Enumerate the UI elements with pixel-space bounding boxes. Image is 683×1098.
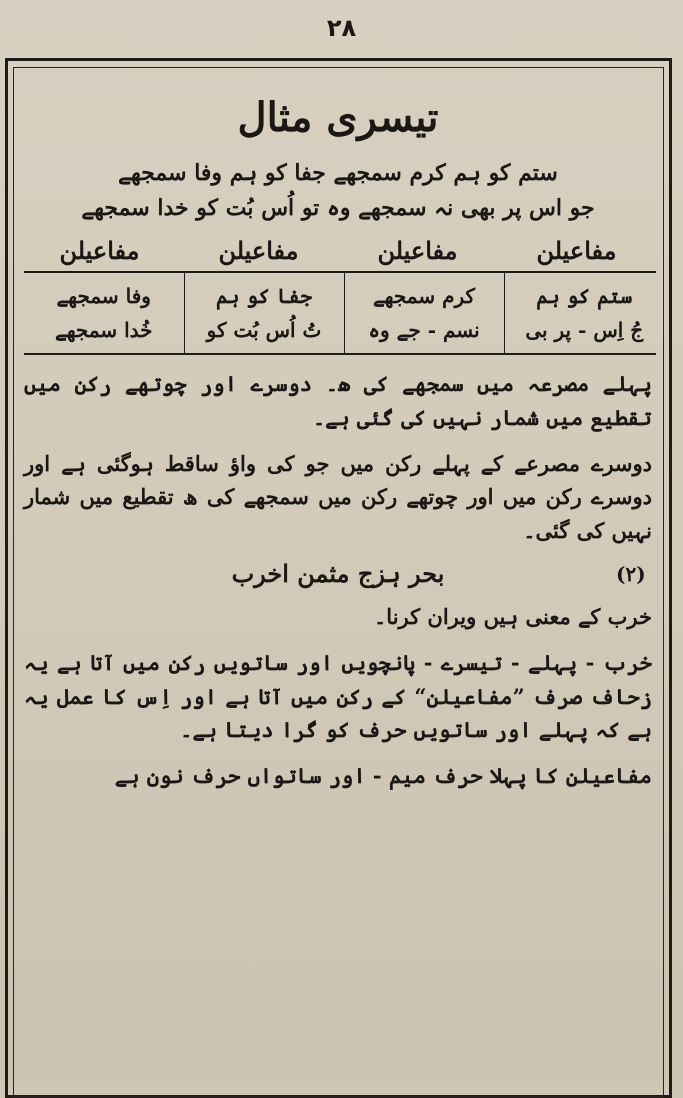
meter-label: مفاعیلن bbox=[536, 236, 617, 266]
meter-label: مفاعیلن bbox=[218, 236, 299, 266]
example-heading: تیسری مثال bbox=[237, 94, 439, 141]
cell-line: جُ اِس - پر بی bbox=[525, 318, 644, 343]
section-paragraph: مفاعیلن کا پہلا حرف میم - اور ساتواں حرف نون ہے bbox=[114, 762, 652, 788]
section-heading bbox=[20, 559, 656, 588]
cell-line: جفا کو ہم bbox=[216, 284, 312, 309]
scansion-cell bbox=[184, 272, 344, 354]
couplet-line-1: ستم کو ہم کرم سمجھے جفا کو ہم وفا سمجھے bbox=[118, 160, 558, 186]
cell-line: کرم سمجھے bbox=[372, 284, 476, 309]
section-number: (۲) bbox=[616, 561, 646, 586]
section-paragraph: خرب - پہلے - تیسرے - پانچویں اور ساتویں رکن میں آتا ہے یہ زحاف صرف ”مفاعیلن“ کے رکن میں آتا ہے اور اِس کا عمل یہ ہے کہ پہلے اور ساتویں حرف کو گرا دیتا ہے۔ bbox=[24, 649, 652, 743]
meter-labels bbox=[20, 236, 656, 265]
scansion-cell bbox=[24, 272, 184, 354]
meter-label: مفاعیلن bbox=[377, 236, 458, 266]
scansion-cell bbox=[344, 272, 504, 354]
cell-line: وفا سمجھے bbox=[56, 284, 151, 309]
cell-line: ستم کو ہم bbox=[536, 284, 633, 309]
meter-label: مفاعیلن bbox=[59, 236, 140, 266]
explanation-paragraph: دوسرے مصرعے کے پہلے رکن میں جو کی واؤ ساقط ہوگئی ہے اور دوسرے رکن میں اور چوتھے رکن میں سمجھے کی ھ تقطیع میں شمار نہیں کی گئی۔ bbox=[24, 450, 652, 543]
section-paragraph: خرب کے معنی ہیں ویران کرنا۔ bbox=[373, 604, 652, 630]
scansion-table bbox=[24, 271, 656, 355]
cell-line: خُدا سمجھے bbox=[54, 318, 153, 343]
page-number: ۲۸ bbox=[326, 14, 357, 42]
scansion-cell bbox=[504, 272, 656, 354]
couplet bbox=[20, 156, 656, 226]
page-content bbox=[20, 80, 656, 1076]
cell-line: تُ اُس بُت کو bbox=[206, 318, 322, 343]
table-row bbox=[24, 272, 656, 354]
section-title: بحر ہزج مثمن اخرب bbox=[231, 559, 445, 589]
explanation-paragraph: پہلے مصرعہ میں سمجھے کی ھ۔ دوسرے اور چوتھے رکن میں تقطیع میں شمار نہیں کی گئی ہے۔ bbox=[24, 371, 652, 430]
couplet-line-2: جو اس پر بھی نہ سمجھے وہ تو اُس بُت کو خدا سمجھے bbox=[81, 195, 595, 222]
cell-line: نسم - جے وہ bbox=[368, 318, 480, 343]
